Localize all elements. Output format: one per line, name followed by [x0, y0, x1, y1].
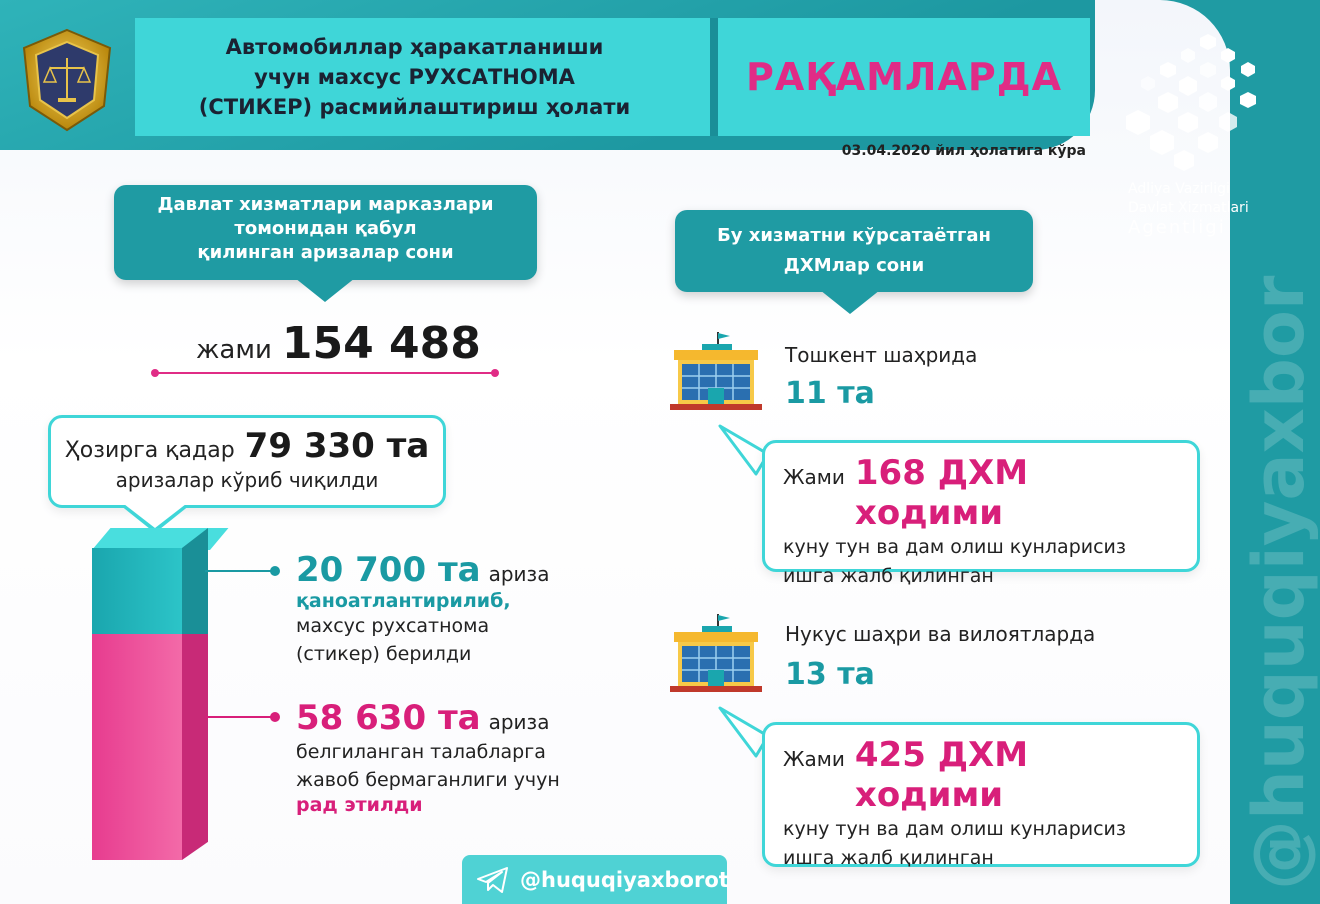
telegram-handle: @huquqiyaxborot [520, 867, 729, 892]
logo-area [0, 0, 138, 150]
total-value: 154 488 [281, 318, 481, 369]
building-icon [668, 612, 764, 694]
rejected-bar-side [182, 634, 208, 860]
offices-label-pointer [820, 290, 880, 314]
tashkent-staff-text-1: куну тун ва дам олиш кунларисиз [783, 536, 1127, 558]
approved-connector [205, 570, 275, 572]
regions-count: 13 та [785, 657, 875, 692]
rejected-text-1: белгиланган талабларга [296, 741, 546, 763]
title-line-1: Автомобиллар ҳаракатланиши [225, 35, 604, 59]
offices-label-line-1: Бу хизматни кўрсатаётган [717, 225, 991, 246]
telegram-icon [476, 866, 510, 894]
regions-staff-prefix: Жами [783, 747, 845, 771]
applications-label-line-1: Давлат хизматлари марказлари [157, 194, 494, 215]
total-underline [155, 372, 495, 374]
total-applications [196, 318, 486, 369]
rejected-stat [296, 698, 616, 816]
title-line-3: (СТИКЕР) расмийлаштириш ҳолати [198, 95, 631, 119]
title-divider [710, 18, 718, 136]
applications-label [114, 185, 537, 280]
page-title [135, 32, 694, 122]
total-prefix: жами [196, 335, 272, 365]
title-box [135, 18, 710, 136]
rejected-value: 58 630 та [296, 698, 481, 738]
reviewed-prefix: Ҳозирга қадар [64, 438, 235, 463]
agency-line-2: Davlat Xizmatlari [1128, 200, 1249, 216]
watermark-text: @huquqiyaxbor [1238, 275, 1320, 890]
tashkent-staff-prefix: Жами [783, 465, 845, 489]
tashkent-staff-value: 168 ДХМ ходими [854, 453, 1029, 533]
applications-label-pointer [295, 278, 355, 302]
approved-bar-segment [92, 548, 182, 634]
agency-name [1128, 180, 1278, 237]
as-of-date: 03.04.2020 йил ҳолатига кўра [841, 143, 1086, 159]
agency-line-3: Agentligi [1128, 217, 1226, 238]
reviewed-text: аризалар кўриб чиқилди [115, 468, 379, 492]
rejected-connector [205, 716, 275, 718]
rejected-bar-segment [92, 634, 182, 860]
tashkent-staff-box [762, 440, 1200, 587]
approved-text-1: махсус рухсатнома [296, 615, 490, 637]
rejected-highlight: рад этилди [296, 794, 423, 816]
ministry-emblem-icon [20, 28, 114, 132]
regions-staff-text-1: куну тун ва дам олиш кунларисиз [783, 818, 1127, 840]
building-icon [668, 330, 764, 412]
rejected-unit: ариза [488, 710, 550, 734]
highlight-title: РАҚАМЛАРДА [745, 55, 1062, 99]
rejected-dot [270, 712, 280, 722]
regions-staff-value: 425 ДХМ ходими [854, 735, 1029, 815]
reviewed-pointer-inner [124, 504, 186, 528]
regions-city: Нукус шаҳри ва вилоятларда [785, 622, 1096, 646]
approved-stat [296, 550, 616, 668]
tashkent-count: 11 та [785, 376, 875, 411]
reviewed-box [48, 415, 446, 508]
approved-text-2: (стикер) берилди [296, 643, 472, 665]
approved-value: 20 700 та [296, 550, 481, 590]
applications-label-line-2: томонидан қабул [234, 218, 417, 239]
offices-label [675, 210, 1033, 292]
approved-unit: ариза [488, 562, 550, 586]
offices-label-line-2: ДХМлар сони [783, 255, 925, 276]
approved-dot [270, 566, 280, 576]
agency-line-1: Adliya Vazirligi [1128, 181, 1230, 197]
regions-staff-box [762, 722, 1200, 867]
regions-staff-text-2: ишга жалб қилинган [783, 847, 994, 869]
rejected-text-2: жавоб бермаганлиги учун [296, 769, 560, 791]
tashkent-staff-text-2: ишга жалб қилинган [783, 565, 994, 587]
tashkent-city: Тошкент шаҳрида [785, 343, 978, 367]
highlight-box [718, 18, 1090, 136]
approved-highlight: қаноатлантирилиб, [296, 590, 511, 612]
applications-label-line-3: қилинган аризалар сони [197, 242, 454, 263]
reviewed-value: 79 330 та [244, 426, 430, 466]
title-line-2: учун махсус РУХСАТНОМА [254, 65, 575, 89]
telegram-link[interactable] [462, 855, 727, 904]
